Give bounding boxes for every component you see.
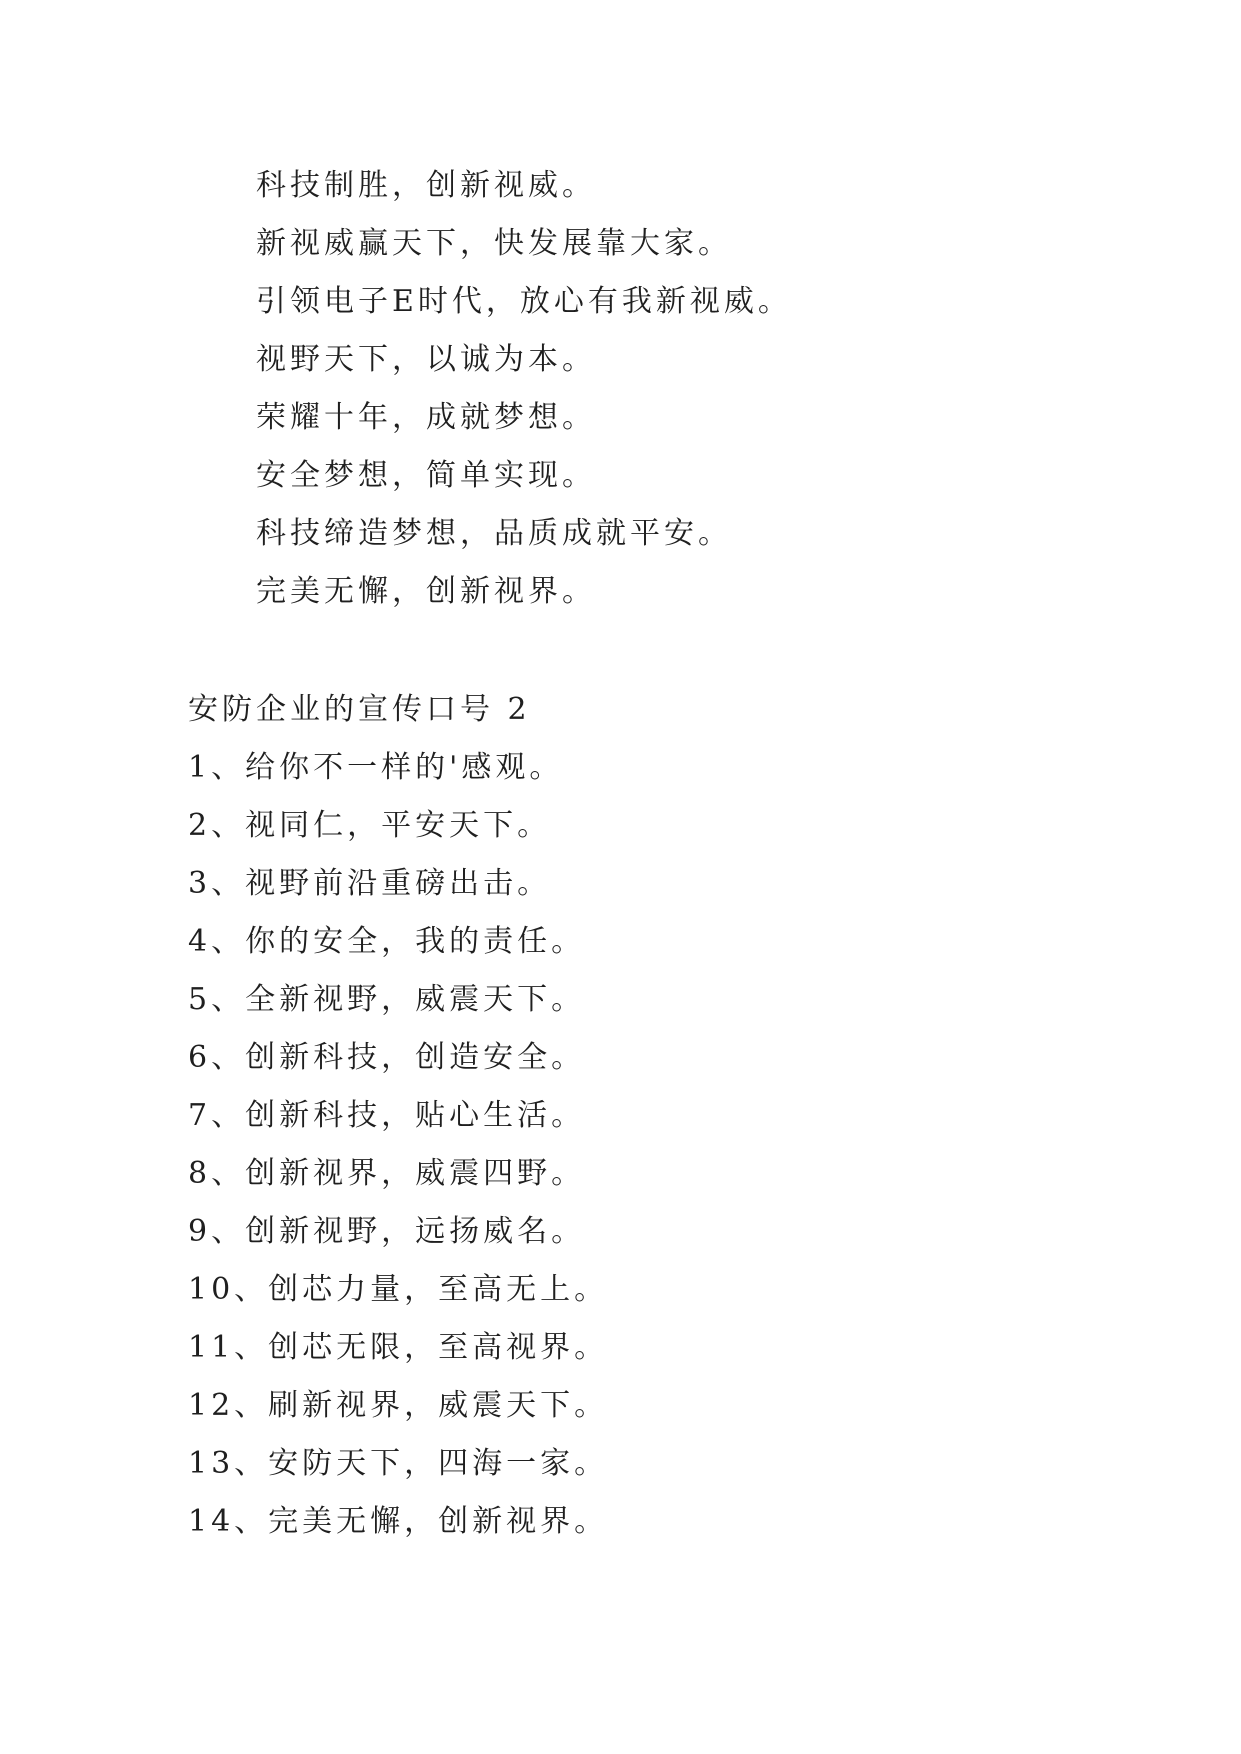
intro-line: 科技制胜，创新视威。: [256, 168, 596, 203]
slogan-item: 3、视野前沿重磅出击。: [188, 866, 552, 901]
slogan-item: 6、创新科技，创造安全。: [188, 1040, 586, 1075]
intro-line: 新视威赢天下，快发展靠大家。: [256, 226, 732, 261]
slogan-item: 13、安防天下，四海一家。: [188, 1446, 609, 1481]
slogan-item: 8、创新视界，威震四野。: [188, 1156, 586, 1191]
intro-line: 视野天下，以诚为本。: [256, 342, 596, 377]
slogan-item: 1、给你不一样的'感观。: [188, 750, 564, 785]
slogan-item: 12、刷新视界，威震天下。: [188, 1388, 609, 1423]
section-title: 安防企业的宣传口号 2: [188, 692, 531, 727]
slogan-item: 5、全新视野，威震天下。: [188, 982, 586, 1017]
slogan-item: 10、创芯力量，至高无上。: [188, 1272, 609, 1307]
intro-line: 完美无懈，创新视界。: [256, 574, 596, 609]
slogan-item: 4、你的安全，我的责任。: [188, 924, 586, 959]
intro-line: 荣耀十年，成就梦想。: [256, 400, 596, 435]
intro-line: 安全梦想，简单实现。: [256, 458, 596, 493]
slogan-item: 2、视同仁，平安天下。: [188, 808, 552, 843]
slogan-item: 9、创新视野，远扬威名。: [188, 1214, 586, 1249]
slogan-item: 11、创芯无限，至高视界。: [188, 1330, 609, 1365]
intro-line: 科技缔造梦想，品质成就平安。: [256, 516, 732, 551]
slogan-item: 7、创新科技，贴心生活。: [188, 1098, 586, 1133]
intro-line: 引领电子E时代，放心有我新视威。: [256, 284, 792, 319]
slogan-item: 14、完美无懈，创新视界。: [188, 1504, 609, 1539]
